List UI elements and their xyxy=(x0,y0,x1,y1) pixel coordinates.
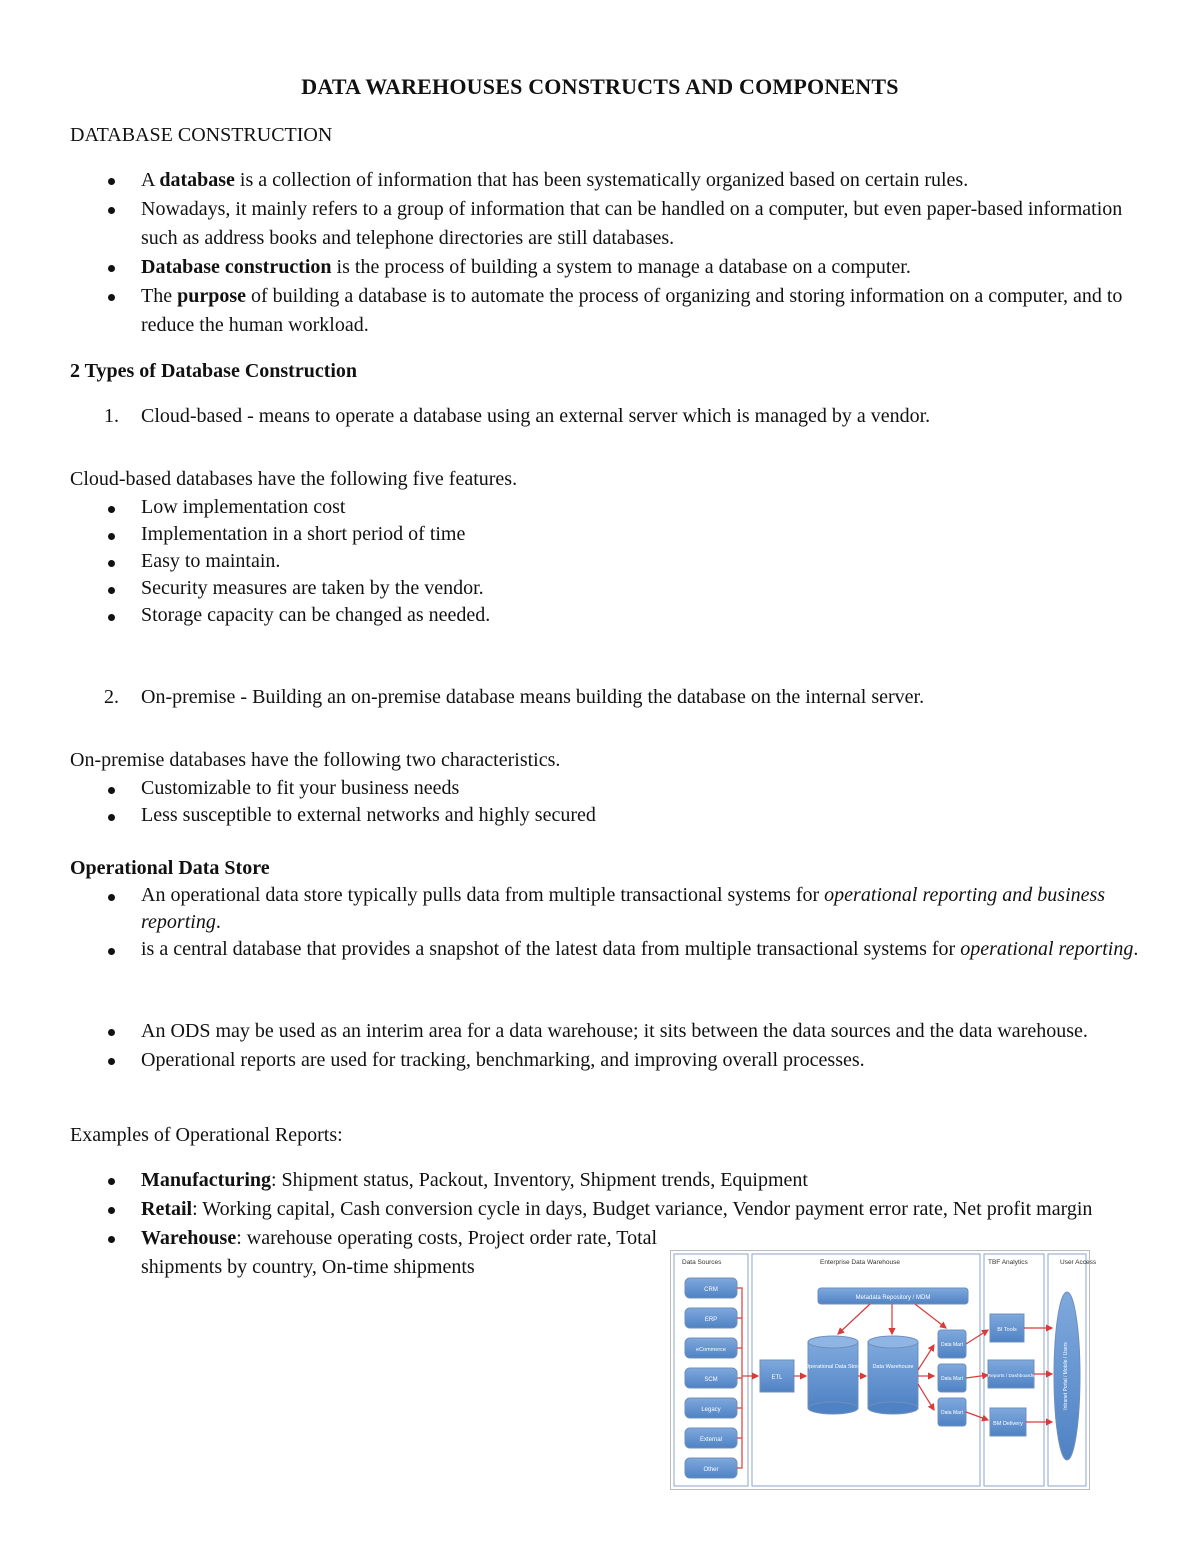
data-mart-2 xyxy=(938,1364,966,1392)
analytics-heading: TBF Analytics xyxy=(988,1259,1028,1266)
source-scm xyxy=(685,1368,737,1388)
etl-box xyxy=(760,1360,794,1392)
bullet-icon xyxy=(108,1207,115,1214)
list-item: Implementation in a short period of time xyxy=(70,521,1140,548)
source-legacy xyxy=(685,1398,737,1418)
list-item: 2. On-premise - Building an on-premise database means building the database on the internal server. xyxy=(104,686,925,708)
list-item: Customizable to fit your business needs xyxy=(70,775,1140,802)
data-mart-1 xyxy=(938,1330,966,1358)
bullet-icon xyxy=(108,1029,115,1036)
sources-heading: Data Sources xyxy=(682,1259,722,1266)
bullet-icon xyxy=(108,294,115,301)
bullet-icon xyxy=(108,814,115,821)
svg-text:BI Tools: BI Tools xyxy=(997,1327,1017,1333)
bi-tools-box xyxy=(990,1314,1024,1342)
list-item: Operational reports are used for tracking, benchmarking, and improving overall processes. xyxy=(70,1046,1140,1075)
data-mart-3 xyxy=(938,1398,966,1426)
bullet-icon xyxy=(108,560,115,567)
svg-text:ERP: ERP xyxy=(704,1317,718,1323)
svg-text:ETL: ETL xyxy=(771,1375,783,1381)
svg-text:Metadata Repository / MDM: Metadata Repository / MDM xyxy=(855,1295,931,1301)
source-other xyxy=(685,1458,737,1478)
onprem-intro: On-premise databases have the following two characteristics. xyxy=(70,749,561,771)
bullet-icon xyxy=(108,587,115,594)
examples-intro: Examples of Operational Reports: xyxy=(70,1124,343,1146)
svg-text:Reports / Dashboards: Reports / Dashboards xyxy=(987,1374,1035,1379)
cloud-features-list xyxy=(70,494,1140,629)
bullet-icon xyxy=(108,614,115,621)
svg-text:Intranet Portal / Mobile / Use: Intranet Portal / Mobile / Users xyxy=(1063,1342,1069,1410)
svg-text:Data Mart: Data Mart xyxy=(941,1376,963,1382)
svg-text:Data Mart: Data Mart xyxy=(941,1342,963,1348)
list-item: Nowadays, it mainly refers to a group of information that can be handled on a computer, but even paper-based information such as address books and telephone directories are still databases. xyxy=(70,195,1140,253)
list-item: Manufacturing: Shipment status, Packout, Inventory, Shipment trends, Equipment xyxy=(70,1166,1140,1195)
svg-text:BM Delivery: BM Delivery xyxy=(993,1421,1023,1427)
section-heading-database-construction: DATABASE CONSTRUCTION xyxy=(70,124,333,146)
svg-text:Data Mart: Data Mart xyxy=(941,1410,963,1416)
svg-text:Data Warehouse: Data Warehouse xyxy=(872,1364,914,1370)
list-item: Warehouse: warehouse operating costs, Project order rate, Total shipments by country, On-time shipments xyxy=(70,1224,661,1282)
list-item: Database construction is the process of building a system to manage a database on a computer. xyxy=(70,253,1140,282)
bullet-icon xyxy=(108,178,115,185)
bullet-icon xyxy=(108,265,115,272)
list-item: A database is a collection of information that has been systematically organized based on certain rules. xyxy=(70,166,1140,195)
list-item: is a central database that provides a snapshot of the latest data from multiple transactional systems for operational reporting. xyxy=(70,936,1140,963)
source-crm xyxy=(685,1278,737,1298)
section-heading-ods: Operational Data Store xyxy=(70,857,270,879)
source-ecommerce xyxy=(685,1338,737,1358)
onprem-features-list xyxy=(70,775,1140,829)
svg-text:Legacy: Legacy xyxy=(701,1407,721,1413)
user-portal-ellipse xyxy=(1054,1292,1080,1460)
bullet-icon xyxy=(108,948,115,955)
list-item: Less susceptible to external networks and highly secured xyxy=(70,802,1140,829)
page-title: DATA WAREHOUSES CONSTRUCTS AND COMPONENTS xyxy=(301,74,899,99)
ods-list-a xyxy=(70,882,1140,963)
list-item: The purpose of building a database is to automate the process of organizing and storing information on a computer, and to reduce the human workload. xyxy=(70,282,1140,340)
ods-list-b xyxy=(70,1017,1140,1075)
metadata-box xyxy=(818,1288,968,1304)
bullet-icon xyxy=(108,1178,115,1185)
list-item: An ODS may be used as an interim area for a data warehouse; it sits between the data sources and the data warehouse. xyxy=(70,1017,1140,1046)
users-heading: User Access xyxy=(1060,1259,1097,1266)
types-list-2 xyxy=(70,683,1140,712)
ods-cylinder xyxy=(805,1336,861,1414)
bullet-icon xyxy=(108,1058,115,1065)
svg-text:Operational Data Store: Operational Data Store xyxy=(804,1364,862,1370)
bullet-icon xyxy=(108,506,115,513)
svg-text:CRM: CRM xyxy=(704,1287,718,1293)
svg-text:Other: Other xyxy=(703,1467,719,1473)
reports-box xyxy=(988,1360,1035,1388)
list-item: An operational data store typically pulls data from multiple transactional systems for operational reporting and business reporting. xyxy=(70,882,1140,936)
bullet-icon xyxy=(108,1236,115,1243)
list-item: Easy to maintain. xyxy=(70,548,1140,575)
list-item: Low implementation cost xyxy=(70,494,1140,521)
list-item: 1. Cloud-based - means to operate a database using an external server which is managed by a vendor. xyxy=(104,405,931,427)
bullet-icon xyxy=(108,894,115,901)
list-item: Retail: Working capital, Cash conversion cycle in days, Budget variance, Vendor payment error rate, Net profit margin xyxy=(70,1195,1140,1224)
bm-delivery-box xyxy=(990,1408,1026,1436)
bullet-icon xyxy=(108,533,115,540)
section-heading-types: 2 Types of Database Construction xyxy=(70,360,358,382)
source-external xyxy=(685,1428,737,1448)
bullet-icon xyxy=(108,207,115,214)
data-warehouse-architecture-diagram xyxy=(670,1250,1097,1490)
cloud-intro: Cloud-based databases have the following five features. xyxy=(70,468,518,490)
types-list-1 xyxy=(70,402,1140,431)
svg-text:eCommerce: eCommerce xyxy=(696,1347,726,1353)
list-item: Security measures are taken by the vendor. xyxy=(70,575,1140,602)
database-construction-list xyxy=(70,166,1140,340)
list-item: Storage capacity can be changed as needed. xyxy=(70,602,1140,629)
svg-text:External: External xyxy=(699,1437,723,1443)
edw-heading: Enterprise Data Warehouse xyxy=(820,1259,900,1266)
dw-cylinder xyxy=(868,1336,918,1414)
bullet-icon xyxy=(108,787,115,794)
svg-text:SCM: SCM xyxy=(704,1377,718,1383)
source-erp xyxy=(685,1308,737,1328)
